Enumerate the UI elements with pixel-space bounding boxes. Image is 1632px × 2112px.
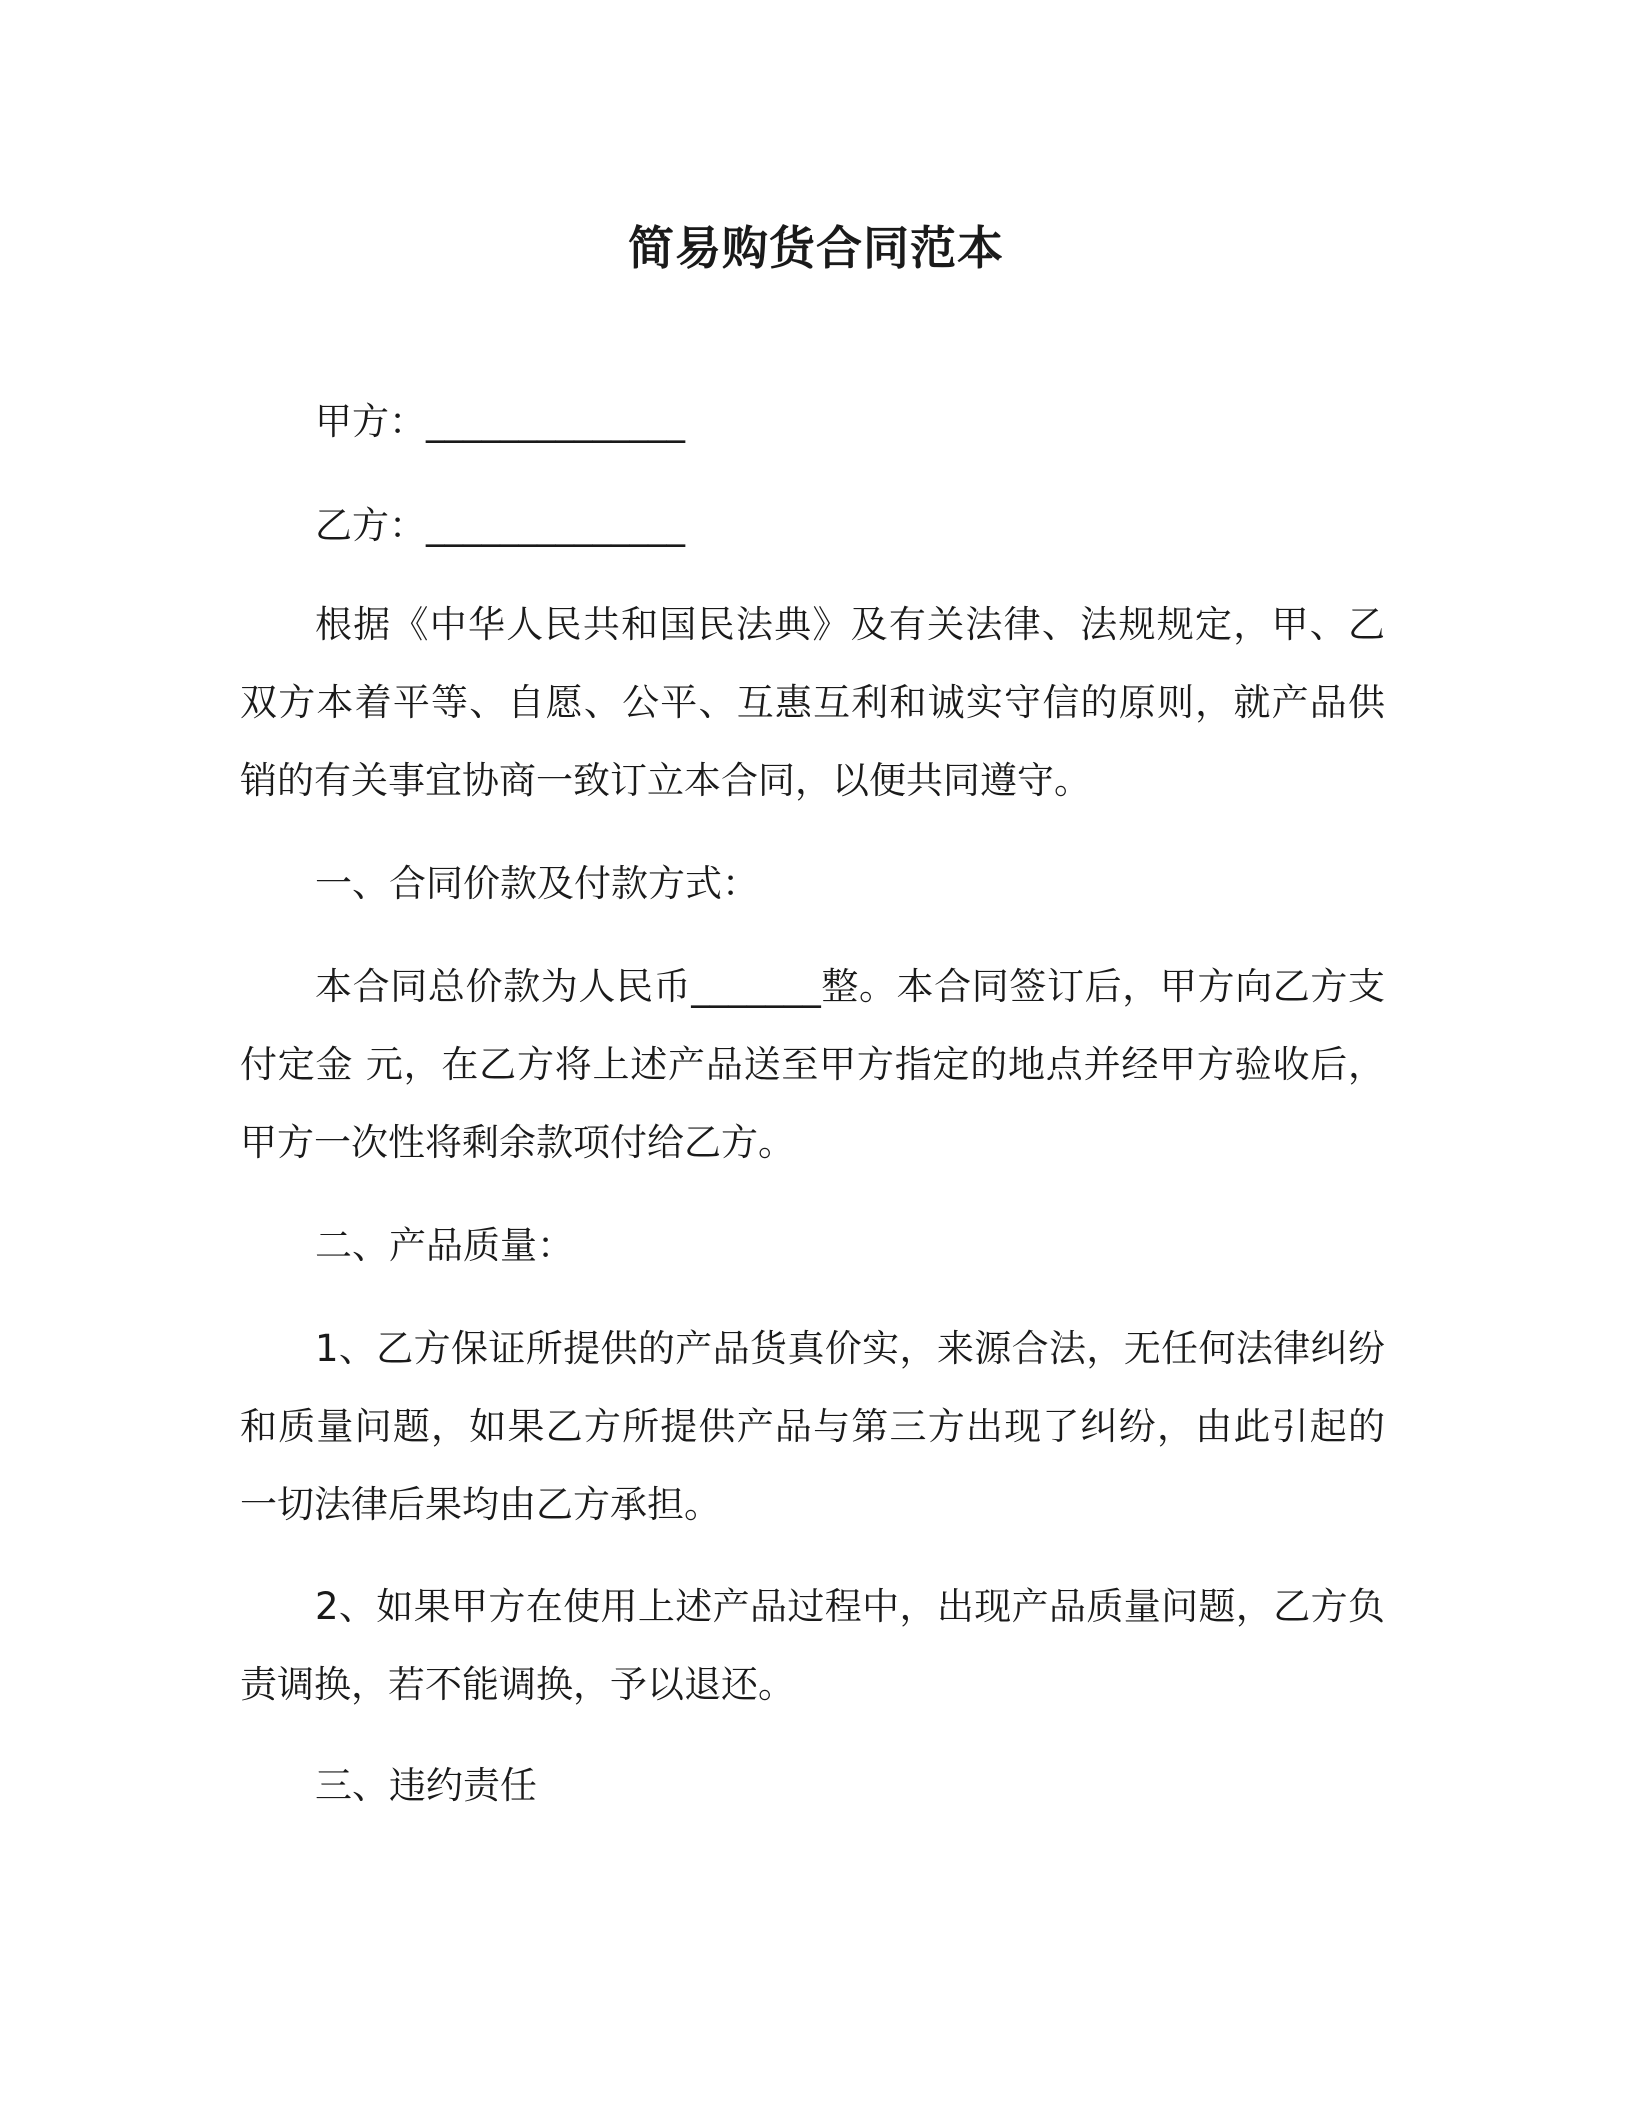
party-b-line: 乙方：______________	[315, 504, 685, 547]
party-a-line: 甲方：______________	[315, 400, 685, 443]
section-1-heading: 一、合同价款及付款方式：	[315, 862, 759, 905]
section-2-item-2: 2、如果甲方在使用上述产品过程中，出现产品质量问题，乙方负责调换，若不能调换，予以退还。	[240, 1585, 1385, 1706]
section-3-heading: 三、违约责任	[315, 1764, 537, 1807]
section-2-heading: 二、产品质量：	[315, 1224, 574, 1267]
document-title: 简易购货合同范本	[628, 221, 1004, 275]
section-2-item-1: 1、乙方保证所提供的产品货真价实，来源合法，无任何法律纠纷和质量问题，如果乙方所提供产品与第三方出现了纠纷，由此引起的一切法律后果均由乙方承担。	[240, 1327, 1385, 1526]
section-1-body: 本合同总价款为人民币_______整。本合同签订后，甲方向乙方支付定金 元，在乙方将上述产品送至甲方指定的地点并经甲方验收后，甲方一次性将剩余款项付给乙方。	[240, 965, 1385, 1164]
preamble-paragraph: 根据《中华人民共和国民法典》及有关法律、法规规定，甲、乙双方本着平等、自愿、公平、互惠互利和诚实守信的原则，就产品供销的有关事宜协商一致订立本合同，以便共同遵守。	[240, 603, 1385, 802]
